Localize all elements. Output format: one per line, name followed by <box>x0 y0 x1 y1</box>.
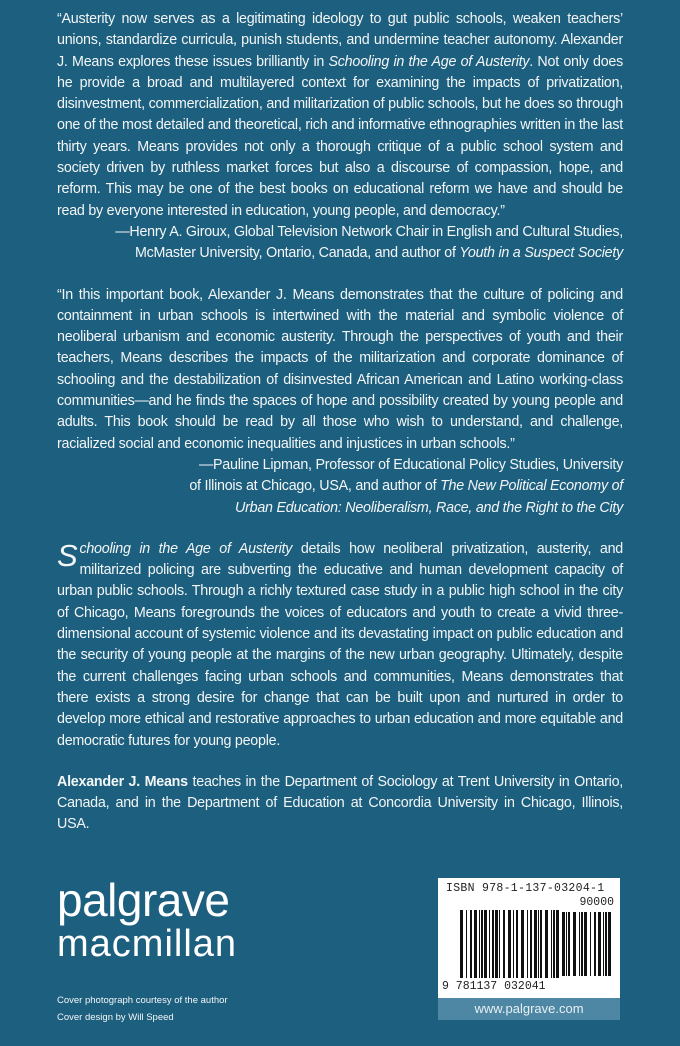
bar <box>603 912 604 976</box>
footer-area <box>57 873 623 1026</box>
bar <box>581 912 583 976</box>
quote-text: “In this important book, Alexander J. Means demonstrates that the culture of policing and containment in urban schools is intertwined with the material and symbolic violence of neoliberal urbanism and economic austerity. Through the perspectives of youth and their teachers, Means describes the impacts of the militarization and corporate dominance of schooling and the destabilization of disinvested African American and Latino working-class communities—and he finds the spaces of hope and possibility created by young people and adults. This book should be read by all those who wish to understand, and challenge, racialized social and economic inequalities and injustices in urban schools.” <box>57 286 623 452</box>
bar <box>470 910 472 978</box>
book-title: chooling in the Age of Austerity <box>79 540 293 557</box>
attribution-line: McMaster University, Ontario, Canada, and author of <box>134 245 460 262</box>
logo-line: palgrave <box>57 873 230 926</box>
bar <box>521 910 524 978</box>
cover-credits <box>57 992 237 1026</box>
bar <box>481 910 483 978</box>
bar <box>495 910 498 978</box>
book-description <box>57 539 623 752</box>
price-barcode-bars <box>562 912 612 976</box>
attribution-title: Youth in a Suspect Society <box>459 245 623 262</box>
bar <box>513 910 514 978</box>
author-name: Alexander J. Means <box>57 773 188 790</box>
bar <box>545 910 548 978</box>
quote-part: . Not only does he provide a broad and multilayered context for examining the impacts of privatization, disinvestment, commercialization, and militarization of public schools, but he does so through one of the most detailed and theoretical, rich and informative ethnographies written in the last thirty years. Means provides not only a thorough critique of a public school system and society driven by ruthless market forces but also a discourse of compassion, hope, and reform. This may be one of the best books on educational reform we have and should be read by everyone interested in education, young people, and democracy.” <box>57 53 623 219</box>
bar <box>508 910 511 978</box>
author-bio <box>57 772 623 836</box>
description-text: details how neoliberal privatization, austerity, and militarized policing are subverting the educative and human development capacity of urban public schools. Through a richly textured case study in a public high school in the city of Chicago, Means foregrounds the voices of educators and youth to create a vivid three-dimensional account of systemic violence and its devastating impact on public education and the security of young people at the margins of the new urban geography. Ultimately, despite the current challenges facing urban schools and communities, Means demonstrates that there exists a strong desire for change that can be built upon and nurtured in order to develop more ethical and restorative approaches to urban education and more equitable and democratic futures for young people. <box>57 540 623 749</box>
quote-attribution <box>57 222 623 265</box>
bar <box>466 910 467 978</box>
attribution-line: of Illinois at Chicago, USA, and author of <box>189 478 441 495</box>
publisher-logo <box>57 873 238 966</box>
endorsement-lipman <box>57 285 623 519</box>
bar <box>503 910 505 978</box>
isbn-barcode <box>438 878 620 1020</box>
publisher-url: www.palgrave.com <box>438 998 620 1020</box>
bar <box>568 912 570 976</box>
bar <box>527 910 528 978</box>
bar <box>516 910 518 978</box>
publisher-area <box>57 873 238 1026</box>
bar <box>573 912 576 976</box>
bar <box>484 910 487 978</box>
price-code: 90000 <box>579 895 614 909</box>
endorsement-giroux <box>57 9 623 265</box>
photo-credit: Cover photograph courtesy of the author <box>57 994 228 1006</box>
bar <box>460 910 463 978</box>
logo-line: macmillan <box>57 922 238 965</box>
barcode-digits: 9 781137 032041 <box>442 979 546 993</box>
bio-text: teaches in the Department of Sociology at Trent University in Ontario, Canada, and in the Department of Education at Concordia University in Chicago, Illinois, USA. <box>57 773 624 833</box>
bar <box>562 912 565 976</box>
bar <box>608 912 611 976</box>
isbn-text: ISBN 978-1-137-03204-1 <box>446 881 605 895</box>
bar <box>566 912 567 976</box>
bar <box>479 910 480 978</box>
book-title: Schooling in the Age of Austerity <box>328 53 530 70</box>
bar <box>579 912 580 976</box>
bar <box>553 910 555 978</box>
bar <box>551 910 552 978</box>
quote-text <box>57 9 623 222</box>
bar <box>556 910 559 978</box>
bar <box>474 910 477 978</box>
bar <box>590 912 591 976</box>
attribution-line: —Pauline Lipman, Professor of Educational Policy Studies, University <box>198 456 623 473</box>
attribution-title: The New Political Economy of <box>440 478 623 495</box>
bar <box>538 910 539 978</box>
bar <box>489 910 490 978</box>
quote-attribution <box>57 455 623 519</box>
bar <box>530 910 532 978</box>
bar <box>594 912 596 976</box>
design-credit: Cover design by Will Speed <box>57 1011 174 1023</box>
bar <box>499 910 500 978</box>
bar <box>584 912 587 976</box>
bar <box>492 910 494 978</box>
bar <box>598 912 601 976</box>
attribution-line: —Henry A. Giroux, Global Television Network Chair in English and Cultural Studies, <box>115 223 623 240</box>
barcode-bars <box>460 910 560 978</box>
drop-cap: S <box>57 537 78 573</box>
quote-part: “Austerity now serves as a legitimating ideology to gut public schools, weaken teachers’ unions, standardize curricula, punish students, and undermine teacher autonomy. Alexander J. Means explores these issues brilliantly in <box>57 11 623 70</box>
bar <box>605 912 607 976</box>
bar <box>534 910 537 978</box>
bar <box>540 910 542 978</box>
attribution-title: Urban Education: Neoliberalism, Race, and the Right to the City <box>235 499 623 516</box>
